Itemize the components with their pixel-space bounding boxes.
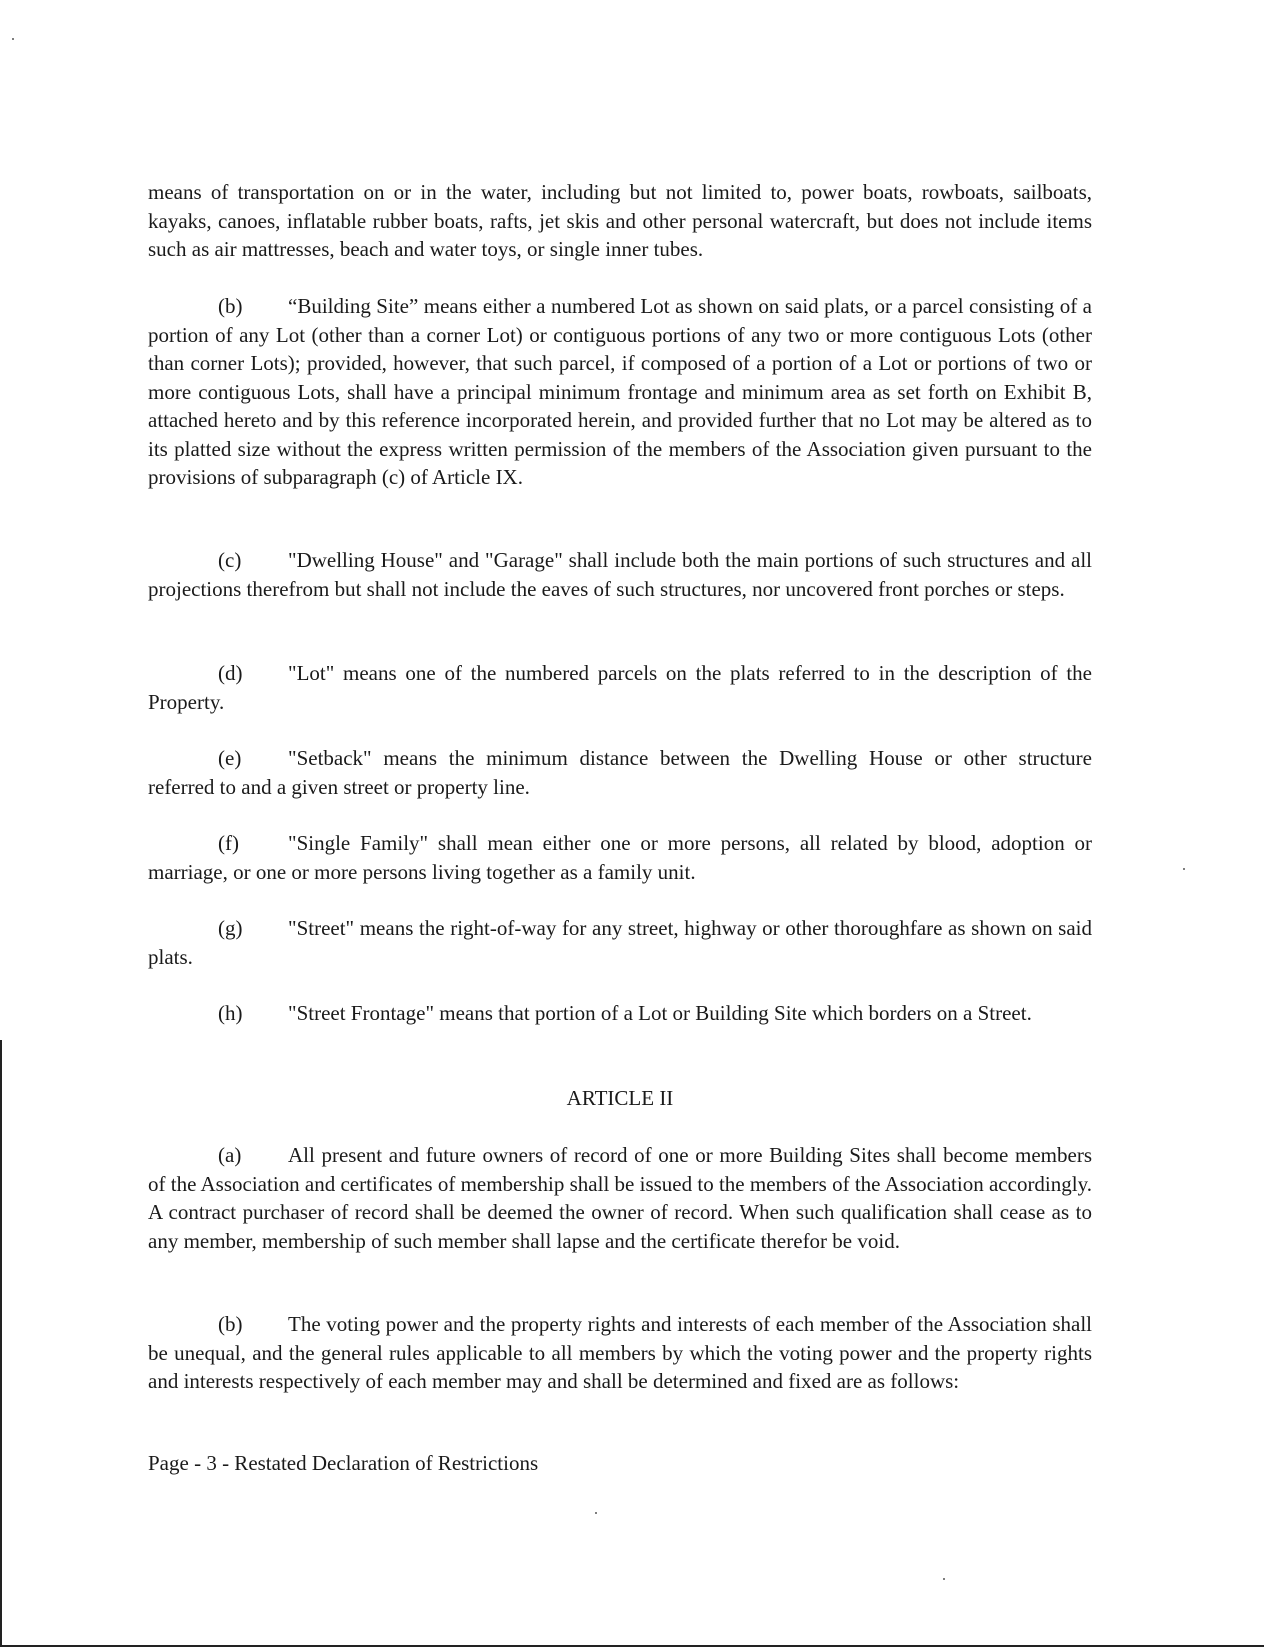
paragraph-text: The voting power and the property rights and interests of each member of the Association shall be unequal, and the general rules applicable to all members by which the voting power and the property rights and interests respectively of each member may and shall be determined and fixed are as follows:	[148, 1312, 1092, 1393]
paragraph-text: "Street Frontage" means that portion of a Lot or Building Site which borders on a Street.	[288, 1001, 1032, 1025]
paragraph-text: "Setback" means the minimum distance between the Dwelling House or other structure referred to and a given street or property line.	[148, 746, 1092, 799]
definition-h	[148, 999, 1092, 1028]
paragraph-label: (b)	[218, 1312, 243, 1336]
continuation-paragraph	[148, 178, 1092, 264]
definition-e	[148, 744, 1092, 801]
scan-speck	[943, 1578, 945, 1580]
paragraph-text: All present and future owners of record of one or more Building Sites shall become members of the Association and certificates of membership shall be issued to the members of the Association accordingly. A contract purchaser of record shall be deemed the owner of record. When such qualification shall cease as to any member, membership of such member shall lapse and the certificate therefor be void.	[148, 1143, 1092, 1253]
definition-f	[148, 829, 1092, 886]
paragraph-text: "Dwelling House" and "Garage" shall include both the main portions of such structures and all projections therefrom but shall not include the eaves of such structures, nor uncovered front porches or steps.	[148, 548, 1092, 601]
paragraph-label: (d)	[218, 661, 243, 685]
article-heading: ARTICLE II	[566, 1086, 674, 1110]
paragraph-text: "Lot" means one of the numbered parcels on the plats referred to in the description of the Property.	[148, 661, 1092, 714]
paragraph-label: (h)	[218, 1001, 243, 1025]
scan-speck	[1183, 868, 1185, 870]
paragraph-label: (a)	[218, 1143, 242, 1167]
paragraph-text: means of transportation on or in the water, including but not limited to, power boats, rowboats, sailboats, kayaks, canoes, inflatable rubber boats, rafts, jet skis and other personal watercraft, but does not include items such as air mattresses, beach and water toys, or single inner tubes.	[148, 180, 1092, 261]
paragraph-label: (c)	[218, 548, 242, 572]
paragraph-label: (g)	[218, 916, 243, 940]
paragraph-text: "Street" means the right-of-way for any street, highway or other thoroughfare as shown on said plats.	[148, 916, 1092, 969]
page-footer: Page - 3 - Restated Declaration of Restrictions	[148, 1451, 539, 1475]
definition-b	[148, 292, 1092, 492]
scan-speck	[595, 1512, 597, 1514]
scan-speck	[12, 38, 14, 40]
article2-paragraph-a	[148, 1141, 1092, 1255]
paragraph-text: “Building Site” means either a numbered Lot as shown on said plats, or a parcel consisting of a portion of any Lot (other than a corner Lot) or contiguous portions of any two or more contiguous Lots (other than corner Lots); provided, however, that such parcel, if composed of a portion of a Lot or portions of two or more contiguous Lots, shall have a principal minimum frontage and minimum area as set forth on Exhibit B, attached hereto and by this reference incorporated herein, and provided further that no Lot may be altered as to its platted size without the express written permission of the members of the Association given pursuant to the provisions of subparagraph (c) of Article IX.	[148, 294, 1092, 489]
paragraph-label: (e)	[218, 746, 242, 770]
scan-edge-left	[0, 1040, 2, 1647]
definition-d	[148, 659, 1092, 716]
paragraph-label: (f)	[218, 831, 239, 855]
definition-c	[148, 546, 1092, 603]
article2-paragraph-b	[148, 1310, 1092, 1396]
paragraph-label: (b)	[218, 294, 243, 318]
paragraph-text: "Single Family" shall mean either one or more persons, all related by blood, adoption or marriage, or one or more persons living together as a family unit.	[148, 831, 1092, 884]
definition-g	[148, 914, 1092, 971]
